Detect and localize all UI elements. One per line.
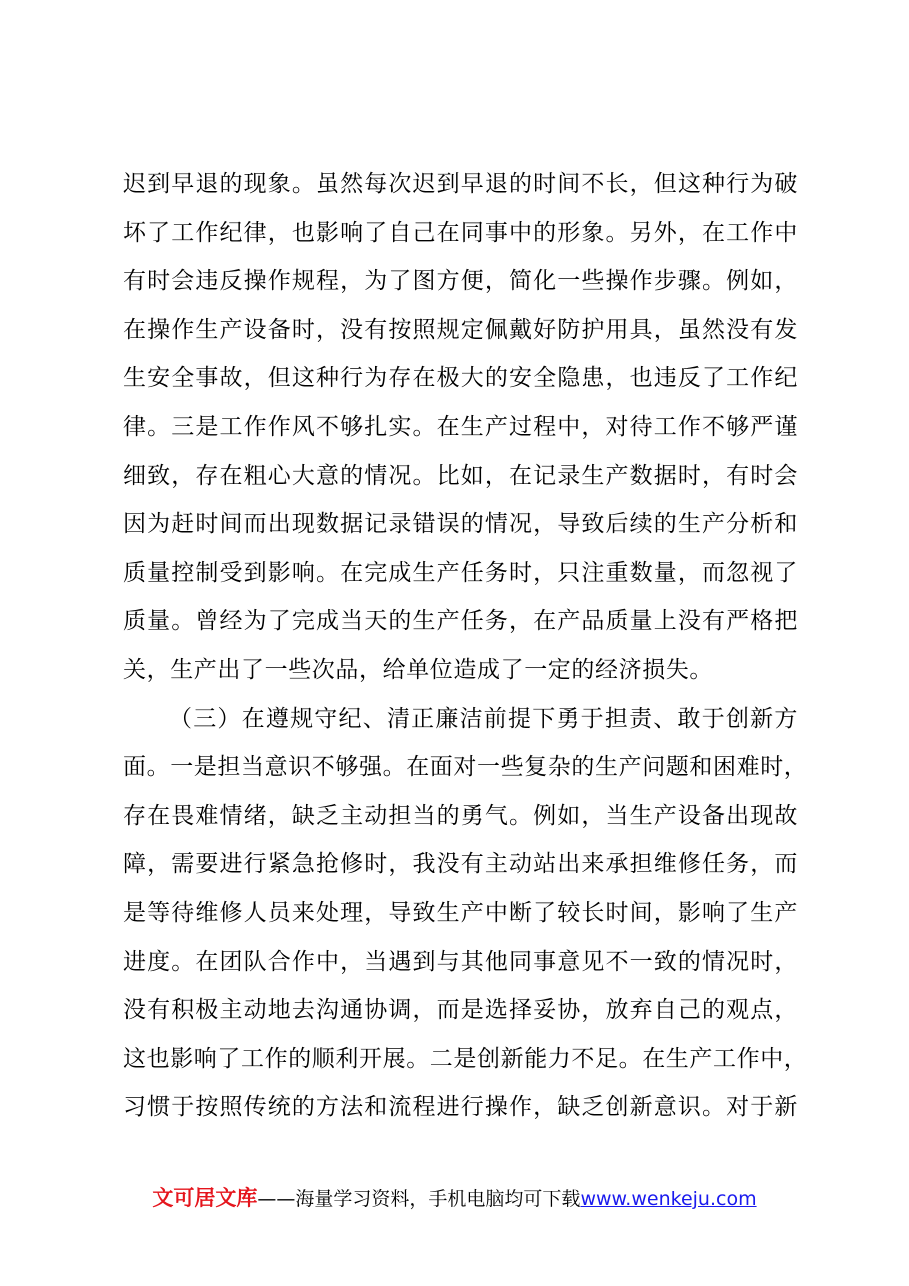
page-footer: [0, 1182, 909, 1212]
section-heading-line: （三）在遵规守纪、清正廉洁前提下勇于担责、敢于创新方: [169, 705, 798, 732]
footer-website-link[interactable]: www.wenkeju.com: [580, 1188, 757, 1210]
text-line: 迟到早退的现象。虽然每次迟到早退的时间不长，但这种行为破: [123, 171, 798, 197]
text-line: 细致，存在粗心大意的情况。比如，在记录生产数据时，有时会: [123, 462, 798, 489]
text-line: 存在畏难情绪，缺乏主动担当的勇气。例如，当生产设备出现故: [123, 802, 798, 829]
text-line: 没有积极主动地去沟通协调，而是选择妥协，放弃自己的观点，: [123, 997, 798, 1024]
text-line: 进度。在团队合作中，当遇到与其他同事意见不一致的情况时，: [123, 948, 798, 975]
text-line: 障，需要进行紧急抢修时，我没有主动站出来承担维修任务，而: [123, 851, 798, 878]
text-line: 这也影响了工作的顺利开展。二是创新能力不足。在生产工作中，: [123, 1045, 808, 1072]
text-line: 质量。曾经为了完成当天的生产任务，在产品质量上没有严格把: [123, 608, 798, 635]
footer-tagline: ——海量学习资料，手机电脑均可下载: [257, 1188, 581, 1210]
text-line: 坏了工作纪律，也影响了自己在同事中的形象。另外，在工作中: [123, 219, 798, 246]
text-line: 习惯于按照传统的方法和流程进行操作，缺乏创新意识。对于新: [123, 1094, 798, 1121]
text-line: 因为赶时间而出现数据记录错误的情况，导致后续的生产分析和: [123, 511, 798, 538]
text-line: 律。三是工作作风不够扎实。在生产过程中，对待工作不够严谨: [123, 413, 798, 440]
text-line: 面。一是担当意识不够强。在面对一些复杂的生产问题和困难时，: [123, 754, 808, 781]
text-line: 生安全事故，但这种行为存在极大的安全隐患，也违反了工作纪: [123, 365, 798, 392]
text-line: 在操作生产设备时，没有按照规定佩戴好防护用具，虽然没有发: [123, 316, 798, 343]
text-line: 有时会违反操作规程，为了图方便，简化一些操作步骤。例如，: [123, 268, 798, 295]
text-line: 质量控制受到影响。在完成生产任务时，只注重数量，而忽视了: [123, 559, 798, 586]
paragraph-end-line: 关，生产出了一些次品，给单位造成了一定的经济损失。: [123, 656, 713, 683]
text-line: 是等待维修人员来处理，导致生产中断了较长时间，影响了生产: [123, 899, 798, 926]
document-body: [123, 160, 808, 1132]
footer-brand: 文可居文库: [152, 1186, 258, 1210]
